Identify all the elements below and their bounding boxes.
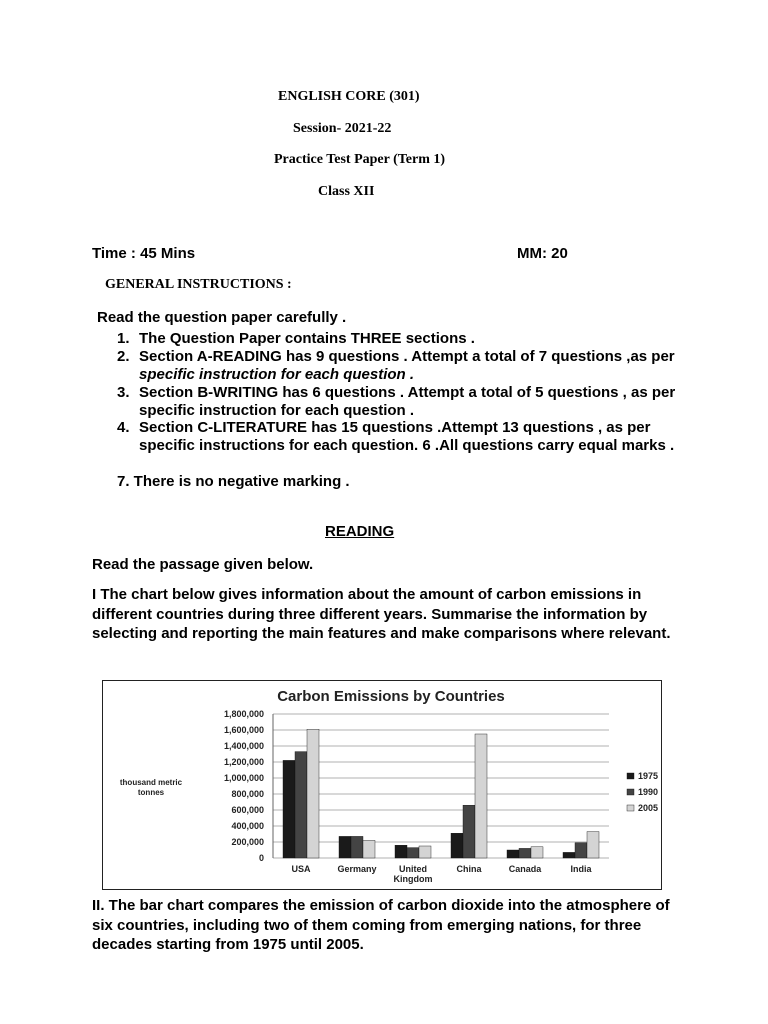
bar-1990 bbox=[295, 752, 307, 858]
y-tick-label: 1,200,000 bbox=[223, 757, 264, 767]
x-tick-label: Kingdom bbox=[393, 874, 433, 884]
bar-1990 bbox=[575, 843, 587, 858]
instruction-item-1 bbox=[117, 330, 677, 348]
instruction-number: 4. bbox=[117, 419, 130, 436]
bar-1975 bbox=[451, 833, 463, 858]
instruction-text: Section C-LITERATURE has 15 questions .Attempt 13 questions , as per specific instructions for each question. 6 .All questions carry equal marks . bbox=[139, 419, 675, 454]
y-tick-label: 600,000 bbox=[231, 805, 264, 815]
bar-1990 bbox=[463, 805, 475, 858]
bar-1990 bbox=[407, 848, 419, 858]
legend-label: 1975 bbox=[638, 771, 659, 781]
instruction-text: Section A-READING has 9 questions . Attempt a total of 7 questions ,as per bbox=[139, 348, 675, 365]
passage-one: I The chart below gives information about the amount of carbon emissions in different countries during three different years. Summarise the information by selecting and reporting the main features and make comparisons where relevant. bbox=[92, 586, 671, 642]
x-tick-label: USA bbox=[291, 864, 311, 874]
passage-two: II. The bar chart compares the emission of carbon dioxide into the atmosphere of six countries, including two of them coming from emerging nations, for three decades starting from 1975 until 2005. bbox=[92, 897, 670, 953]
y-axis-label: tonnes bbox=[137, 788, 165, 797]
y-tick-label: 400,000 bbox=[231, 821, 264, 831]
instruction-item-7: 7. There is no negative marking . bbox=[117, 473, 350, 490]
bar-1990 bbox=[351, 836, 363, 858]
instruction-text: Section B-WRITING has 6 questions . Attempt a total of 5 questions , as per specific instruction for each question . bbox=[139, 384, 676, 419]
x-tick-label: China bbox=[456, 864, 482, 874]
bar-1975 bbox=[395, 845, 407, 858]
bar-2005 bbox=[363, 840, 375, 858]
reading-heading: READING bbox=[325, 523, 395, 540]
bar-1975 bbox=[507, 850, 519, 858]
y-tick-label: 0 bbox=[258, 853, 264, 863]
bar-2005 bbox=[419, 846, 431, 858]
x-tick-label: Canada bbox=[508, 864, 542, 874]
x-tick-label: United bbox=[399, 864, 427, 874]
bar-1975 bbox=[283, 760, 295, 858]
instruction-italic-text: specific instruction for each question . bbox=[139, 365, 415, 383]
session-line: Session- 2021-22 bbox=[293, 121, 392, 136]
instructions-intro: Read the question paper carefully . bbox=[97, 309, 347, 326]
bar-2005 bbox=[531, 847, 543, 858]
instruction-item-2 bbox=[117, 348, 677, 383]
chart-title: Carbon Emissions by Countries bbox=[277, 688, 505, 705]
instruction-text: The Question Paper contains THREE sections . bbox=[139, 330, 475, 347]
chart-canvas bbox=[103, 681, 661, 889]
bar-2005 bbox=[587, 832, 599, 858]
max-marks-label: MM: 20 bbox=[517, 245, 568, 262]
class-line: Class XII bbox=[318, 184, 375, 199]
carbon-emissions-chart bbox=[102, 680, 662, 890]
y-tick-label: 1,400,000 bbox=[223, 741, 264, 751]
bar-2005 bbox=[307, 729, 319, 858]
x-tick-label: Germany bbox=[337, 864, 377, 874]
paper-title: Practice Test Paper (Term 1) bbox=[274, 152, 446, 167]
legend-swatch bbox=[627, 805, 634, 811]
bar-1990 bbox=[519, 848, 531, 858]
instructions-heading: GENERAL INSTRUCTIONS : bbox=[105, 277, 292, 292]
instruction-number: 3. bbox=[117, 384, 130, 401]
y-tick-label: 200,000 bbox=[231, 837, 264, 847]
subject-title: ENGLISH CORE (301) bbox=[278, 89, 420, 104]
instruction-item-4 bbox=[117, 419, 677, 454]
reading-intro: Read the passage given below. bbox=[92, 556, 314, 573]
legend-swatch bbox=[627, 789, 634, 795]
y-tick-label: 1,000,000 bbox=[223, 773, 264, 783]
instruction-item-3 bbox=[117, 384, 677, 419]
instruction-number: 1. bbox=[117, 330, 130, 347]
time-label: Time : 45 Mins bbox=[92, 245, 196, 262]
legend-swatch bbox=[627, 773, 634, 779]
legend-label: 2005 bbox=[638, 803, 659, 813]
bar-1975 bbox=[339, 836, 351, 858]
bar-1975 bbox=[563, 852, 575, 858]
legend-label: 1990 bbox=[638, 787, 659, 797]
instruction-number: 2. bbox=[117, 348, 130, 365]
bar-2005 bbox=[475, 734, 487, 858]
x-tick-label: India bbox=[570, 864, 592, 874]
y-tick-label: 1,800,000 bbox=[223, 709, 264, 719]
y-tick-label: 1,600,000 bbox=[223, 725, 264, 735]
y-axis-label: thousand metric bbox=[119, 778, 183, 787]
y-tick-label: 800,000 bbox=[231, 789, 264, 799]
